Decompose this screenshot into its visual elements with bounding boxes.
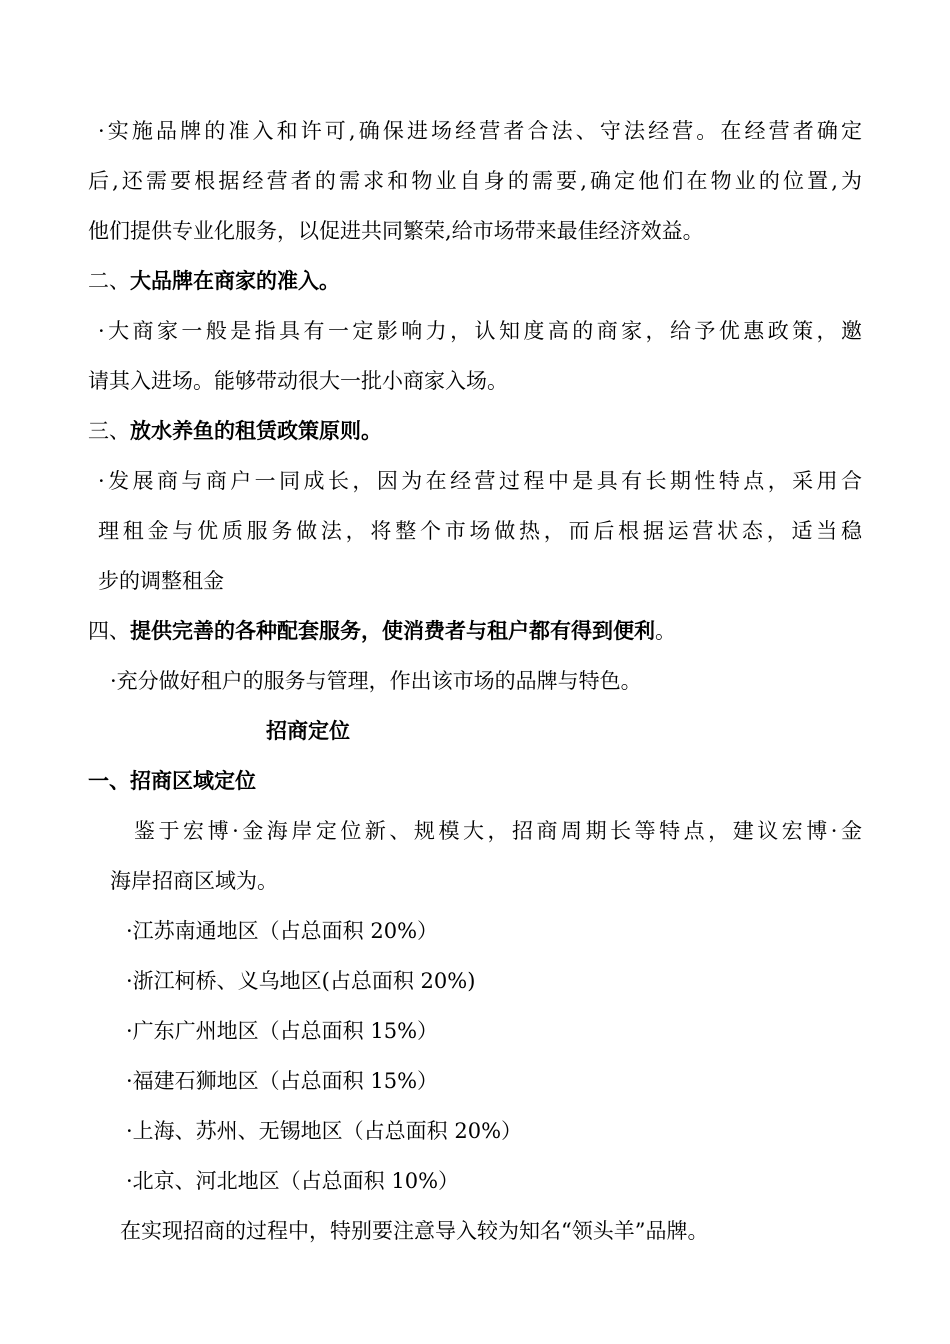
section-3-line-1: ·发展商与商户一同成长，因为在经营过程中是具有长期性特点，采用合 (98, 469, 862, 493)
intro-line-1: ·实施品牌的准入和许可,确保进场经营者合法、守法经营。在经营者确定 (98, 119, 862, 143)
region-item: ·北京、河北地区（占总面积 10%） (126, 1169, 460, 1193)
closing-sentence: 在实现招商的过程中，特别要注意导入较为知名“领头羊”品牌。 (120, 1219, 709, 1243)
section-4-heading-suffix: 。 (655, 619, 676, 643)
section-2-heading-prefix: 二、 (88, 269, 130, 293)
region-item: ·江苏南通地区（占总面积 20%） (126, 919, 439, 943)
section-2-line-1: ·大商家一般是指具有一定影响力，认知度高的商家，给予优惠政策，邀 (98, 319, 862, 343)
positioning-sub-heading: 一、招商区域定位 (88, 768, 256, 793)
section-3-heading-text: 放水养鱼的租赁政策原则。 (130, 418, 382, 443)
section-3-heading (88, 416, 382, 446)
intro-line-3: 他们提供专业化服务，以促进共同繁荣,给市场带来最佳经济效益。 (88, 219, 704, 243)
section-4-line-1: ·充分做好租户的服务与管理，作出该市场的品牌与特色。 (110, 669, 642, 693)
section-2-heading (88, 266, 340, 296)
section-3-line-2: 理租金与优质服务做法，将整个市场做热，而后根据运营状态，适当稳 (98, 519, 862, 543)
positioning-para-line-1: 鉴于宏博·金海岸定位新、规模大，招商周期长等特点，建议宏博·金 (134, 819, 862, 843)
section-4-heading-prefix: 四、 (88, 619, 130, 643)
region-item: ·福建石狮地区（占总面积 15%） (126, 1069, 439, 1093)
intro-line-2: 后,还需要根据经营者的需求和物业自身的需要,确定他们在物业的位置,为 (88, 169, 862, 193)
section-4-heading-text: 提供完善的各种配套服务，使消费者与租户都有得到便利 (130, 618, 655, 643)
section-2-heading-text: 大品牌在商家的准入。 (130, 268, 340, 293)
positioning-title: 招商定位 (266, 718, 350, 743)
region-item: ·浙江柯桥、义乌地区(占总面积 20%) (126, 969, 476, 993)
region-item: ·广东广州地区（占总面积 15%） (126, 1019, 439, 1043)
section-4-heading (88, 616, 676, 646)
section-3-line-3: 步的调整租金 (98, 569, 224, 593)
positioning-para-line-2: 海岸招商区域为。 (110, 869, 278, 893)
region-item: ·上海、苏州、无锡地区（占总面积 20%） (126, 1119, 523, 1143)
section-2-line-2: 请其入进场。能够带动很大一批小商家入场。 (88, 369, 508, 393)
section-3-heading-prefix: 三、 (88, 419, 130, 443)
